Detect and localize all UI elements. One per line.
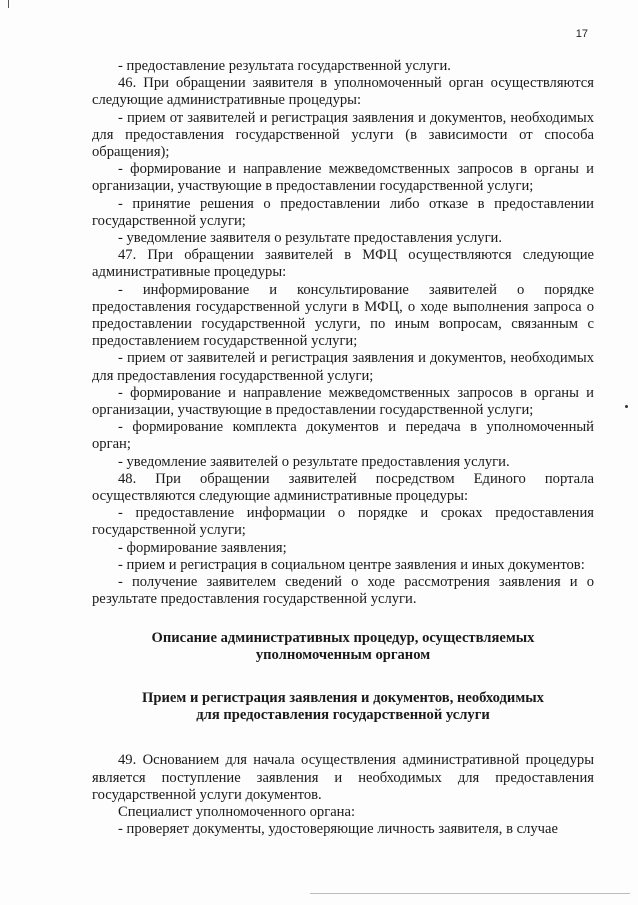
spacer [92,609,594,630]
section-heading-line: уполномоченным органом [255,646,431,663]
paragraph: - предоставление результата государственной услуги. [118,58,451,74]
subsection-heading [92,690,594,724]
scan-artifact-mark [8,0,9,8]
paragraph-49: 49. Основанием для начала осуществления административной процедуры является поступление заявления и необходимых для предоставления государственной услуги документов. [92,752,594,803]
subsection-heading-line: для предоставления государственной услуги [196,707,490,724]
paragraph: - получение заявителем сведений о ходе рассмотрения заявления и о результате предоставления государственной услуги. [92,574,594,608]
section-heading-line: Описание административных процедур, осуществляемых [151,629,535,646]
paragraph: - уведомление заявителя о результате предоставления услуги. [118,230,503,247]
paragraph: - прием от заявителей и регистрация заявления и документов, необходимых для предоставления государственной услуги (в зависимости от способа обращения); [92,109,594,161]
spacer [92,664,594,690]
paragraph: - формирование комплекта документов и передача в уполномоченный орган; [92,419,594,453]
paragraph: - предоставление информации о порядке и сроках предоставления государственной услуги; [92,505,594,539]
scan-artifact-dot [625,405,628,408]
paragraph-46: 46. При обращении заявителя в уполномоченный орган осуществляются следующие административные процедуры: [92,75,594,109]
section-heading [92,630,594,664]
paragraph: - прием от заявителей и регистрация заявления и документов, необходимых для предоставления государственной услуги; [92,350,594,384]
paragraph: - информирование и консультирование заявителей о порядке предоставления государственной услуги в МФЦ, о ходе выполнения запроса о предоставлении государственной услуги, по иным вопросам, связанным с предоставлением государственной услуги; [92,281,594,350]
paragraph: - формирование и направление межведомственных запросов в органы и организации, участвующие в предоставлении государственной услуги; [92,384,594,419]
paragraph-47: 47. При обращении заявителей в МФЦ осуществляются следующие административные процедуры: [92,247,594,281]
paragraph: - формирование заявления; [118,539,287,556]
paragraph: - принятие решения о предоставлении либо отказе в предоставлении государственной услуги; [92,195,594,229]
paragraph: - проверяет документы, удостоверяющие личность заявителя, в случае [118,821,558,838]
page-number: 17 [575,28,588,40]
paragraph: - формирование и направление межведомственных запросов в органы и организации, участвующие в предоставлении государственной услуги; [92,161,594,195]
paragraph: - прием и регистрация в социальном центре заявления и иных документов: [118,556,585,573]
spacer [92,724,594,752]
document-body [92,58,594,838]
paragraph-48: 48. При обращении заявителей посредством Единого портала осуществляются следующие административные процедуры: [92,470,594,505]
scan-artifact-line [310,893,630,894]
paragraph: Специалист уполномоченного органа: [118,803,356,820]
paragraph: - уведомление заявителей о результате предоставления услуги. [118,453,510,470]
subsection-heading-line: Прием и регистрация заявления и документов, необходимых [142,689,544,706]
